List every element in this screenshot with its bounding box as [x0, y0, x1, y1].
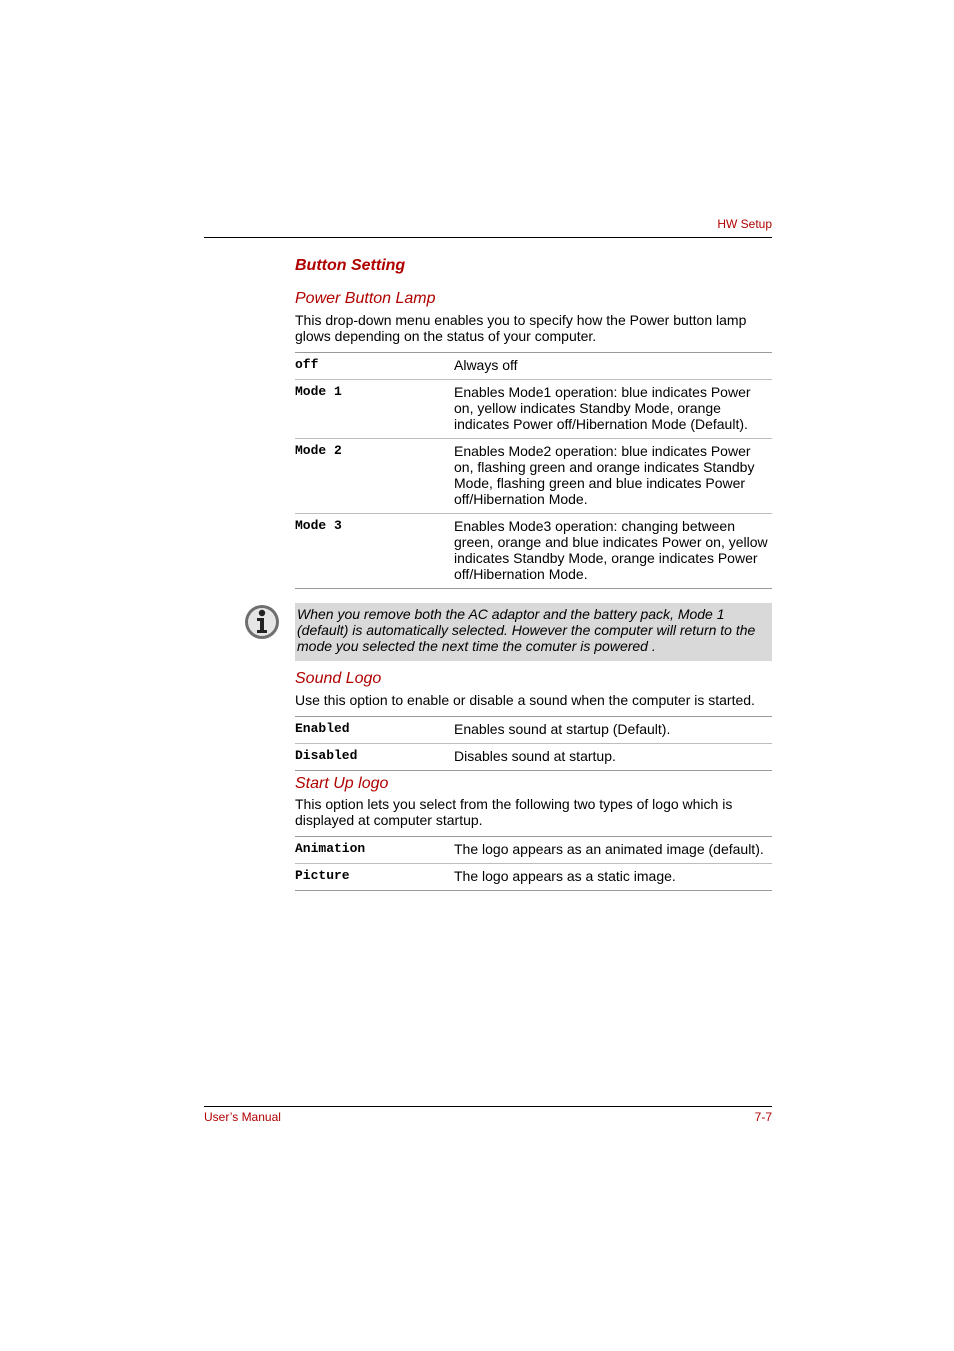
footer-manual-title: User’s Manual	[204, 1110, 281, 1124]
option-key: Enabled	[295, 717, 454, 744]
sound-logo-intro: Use this option to enable or disable a sound when the computer is started.	[295, 692, 755, 708]
startup-logo-heading: Start Up logo	[295, 775, 389, 792]
table-row	[295, 514, 772, 589]
option-key: Mode 2	[295, 439, 454, 514]
footer-rule	[204, 1106, 772, 1107]
section-title: Button Setting	[295, 257, 406, 274]
power-button-lamp-heading: Power Button Lamp	[295, 290, 436, 307]
startup-logo-intro: This option lets you select from the following two types of logo which is displayed at computer startup.	[295, 796, 733, 828]
info-icon	[244, 604, 280, 640]
sound-logo-table	[295, 716, 772, 771]
option-description: Enables Mode2 operation: blue indicates Power on, flashing green and orange indicates Standby Mode, flashing green and blue indicates Power off/Hibernation Mode.	[454, 439, 772, 514]
option-description: Enables Mode3 operation: changing between green, orange and blue indicates Power on, yellow indicates Standby Mode, orange indicates Power off/Hibernation Mode.	[454, 514, 772, 589]
option-key: Mode 3	[295, 514, 454, 589]
option-key: Mode 1	[295, 380, 454, 439]
table-row	[295, 837, 772, 864]
option-description: Enables sound at startup (Default).	[454, 717, 772, 744]
option-description: The logo appears as a static image.	[454, 864, 772, 891]
table-row	[295, 439, 772, 514]
page-number: 7-7	[754, 1110, 772, 1124]
option-key: Animation	[295, 837, 454, 864]
power-button-lamp-table	[295, 352, 772, 589]
option-description: Enables Mode1 operation: blue indicates Power on, yellow indicates Standby Mode, orange indicates Power off/Hibernation Mode (Default).	[454, 380, 772, 439]
sound-logo-heading: Sound Logo	[295, 670, 382, 687]
option-key: off	[295, 353, 454, 380]
power-button-lamp-intro: This drop-down menu enables you to specify how the Power button lamp glows depending on the status of your computer.	[295, 312, 747, 344]
table-row	[295, 864, 772, 891]
option-description: The logo appears as an animated image (default).	[454, 837, 772, 864]
table-row	[295, 717, 772, 744]
note-text: When you remove both the AC adaptor and the battery pack, Mode 1 (default) is automatically selected. However the computer will return to the mode you selected the next time the comuter is powered .	[297, 606, 756, 654]
table-row	[295, 353, 772, 380]
option-description: Always off	[454, 353, 772, 380]
option-key: Disabled	[295, 744, 454, 771]
option-description: Disables sound at startup.	[454, 744, 772, 771]
running-header: HW Setup	[717, 217, 772, 231]
table-row	[295, 744, 772, 771]
option-key: Picture	[295, 864, 454, 891]
note-box	[295, 603, 772, 661]
table-row	[295, 380, 772, 439]
header-rule	[204, 237, 772, 238]
startup-logo-table	[295, 836, 772, 891]
page-content	[295, 255, 772, 891]
